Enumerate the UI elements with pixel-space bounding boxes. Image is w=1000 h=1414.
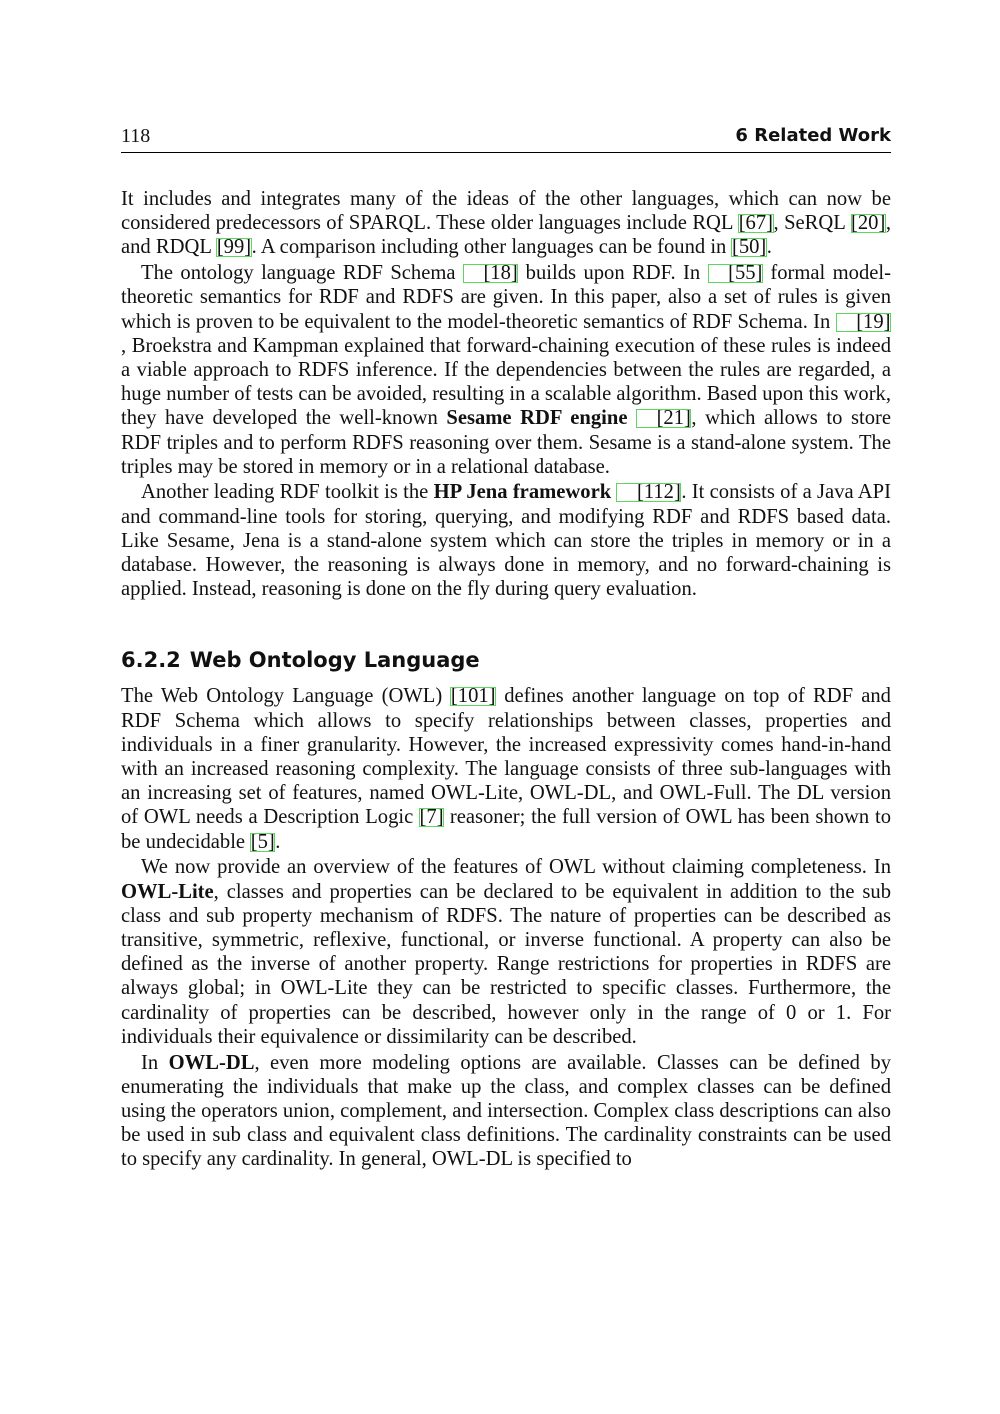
text-run: . xyxy=(766,236,772,259)
text-run: formal model-theoretic semantics for RDF and RDFS are given. In this paper, also a set of rules is given which is proven to be equivalent to the model-theoretic semantics of RDF Schema. In xyxy=(121,262,891,333)
text-run: reasoner; the full version of OWL has been shown to be undecidable xyxy=(121,806,891,853)
text-run: It includes and integrates many of the ideas of the other languages, which can now be considered predecessors of SPARQL. These older languages include RQL xyxy=(121,188,891,235)
text-run: , classes and properties can be declared to be equivalent in addition to the sub class and sub property mechanism of RDFS. The nature of properties can be described as transitive, symmetric, reflexive, functional, or inverse functional. A property can also be defined as the inverse of another property. Range restrictions for properties in RDFS are always global; in OWL-Lite they can be restricted to specific classes. Furthermore, the cardinality of properties can be described, however only in the range of 0 or 1. For individuals their equivalence or dissimilarity can be described. xyxy=(121,880,891,1048)
citation-link[interactable]: [20] xyxy=(851,212,886,235)
body-text xyxy=(121,187,891,1173)
bold-term: OWL-DL xyxy=(168,1051,255,1074)
text-run: We now provide an overview of the features of OWL without claiming completeness. In xyxy=(141,856,891,879)
text-run xyxy=(628,407,637,429)
paragraph-6 xyxy=(121,1051,891,1172)
text-run: Another leading RDF toolkit is the xyxy=(141,481,434,504)
citation-link[interactable]: [5] xyxy=(250,830,275,853)
text-run: , even more modeling options are available. Classes can be defined by enumerating the individuals that make up the class, and complex classes can be defined using the operators union, complement, and intersection. Complex class descriptions can also be used in sub class and equivalent class definitions. The cardinality constraints can be used to specify any cardinality. In general, OWL-DL is specified to xyxy=(121,1051,892,1171)
citation-link[interactable]: [21] xyxy=(636,409,691,428)
section-title: Web Ontology Language xyxy=(189,648,480,673)
paragraph-5 xyxy=(121,855,891,1049)
text-run: builds upon RDF. In xyxy=(518,262,708,285)
text-run: In xyxy=(141,1051,169,1074)
citation-link[interactable]: [67] xyxy=(738,212,773,235)
text-run: , which allows to store RDF triples and to perform RDFS reasoning over them. Sesame is a stand-alone system. The triples may be stored in memory or in a relational database. xyxy=(121,407,891,478)
text-run: The ontology language RDF Schema xyxy=(141,262,463,285)
citation-link[interactable]: [18] xyxy=(463,264,518,283)
citation-link[interactable]: [55] xyxy=(708,264,763,283)
citation-link[interactable]: [99] xyxy=(216,236,252,259)
text-run: , SeRQL xyxy=(773,212,851,235)
citation-link[interactable]: [112] xyxy=(616,483,681,502)
citation-link[interactable]: [19] xyxy=(836,313,891,332)
page-number: 118 xyxy=(121,125,151,147)
paragraph-3 xyxy=(121,480,891,601)
bold-term: OWL-Lite xyxy=(121,880,214,903)
citation-link[interactable]: [50] xyxy=(731,236,767,259)
bold-term: HP Jena framework xyxy=(433,481,612,504)
running-header xyxy=(121,124,891,153)
text-run: , Broekstra and Kampman explained that forward-chaining execution of these rules is indeed a viable approach to RDFS inference. If the dependencies between the rules are regarded, a huge number of tests can be avoided, resulting in a scalable algorithm. Based upon this work, they have developed the well-known xyxy=(121,334,891,430)
paragraph-4 xyxy=(121,684,891,853)
text-run: defines another language on top of RDF and RDF Schema which allows to specify relationships between classes, properties and individuals in a finer granularity. However, the increased expressivity comes hand-in-hand with an increased reasoning complexity. The language consists of three sub-languages with an increasing set of features, named OWL-Lite, OWL-DL, and OWL-Full. The DL version of OWL needs a Description Logic xyxy=(121,685,891,829)
text-run: The Web Ontology Language (OWL) xyxy=(121,685,451,708)
chapter-title: 6 Related Work xyxy=(735,125,891,146)
text-run: . It consists of a Java API and command-line tools for storing, querying, and modifying RDF and RDFS based data. Like Sesame, Jena is a stand-alone system which can store the triples in memory or in a database. However, the reasoning is always done in memory, and no forward-chaining is applied. Instead, reasoning is done on the fly during query evaluation. xyxy=(121,481,891,601)
text-run: . xyxy=(275,830,281,853)
citation-link[interactable]: [101] xyxy=(450,685,496,708)
bold-term: Sesame RDF engine xyxy=(446,407,628,430)
section-number: 6.2.2 xyxy=(121,648,181,673)
citation-link[interactable]: [7] xyxy=(419,806,444,829)
text-run: . A comparison including other languages can be found in xyxy=(251,236,732,259)
text-run: , and RDQL xyxy=(121,212,891,259)
paragraph-1 xyxy=(121,187,891,260)
section-heading xyxy=(121,646,891,674)
paragraph-2 xyxy=(121,261,891,479)
